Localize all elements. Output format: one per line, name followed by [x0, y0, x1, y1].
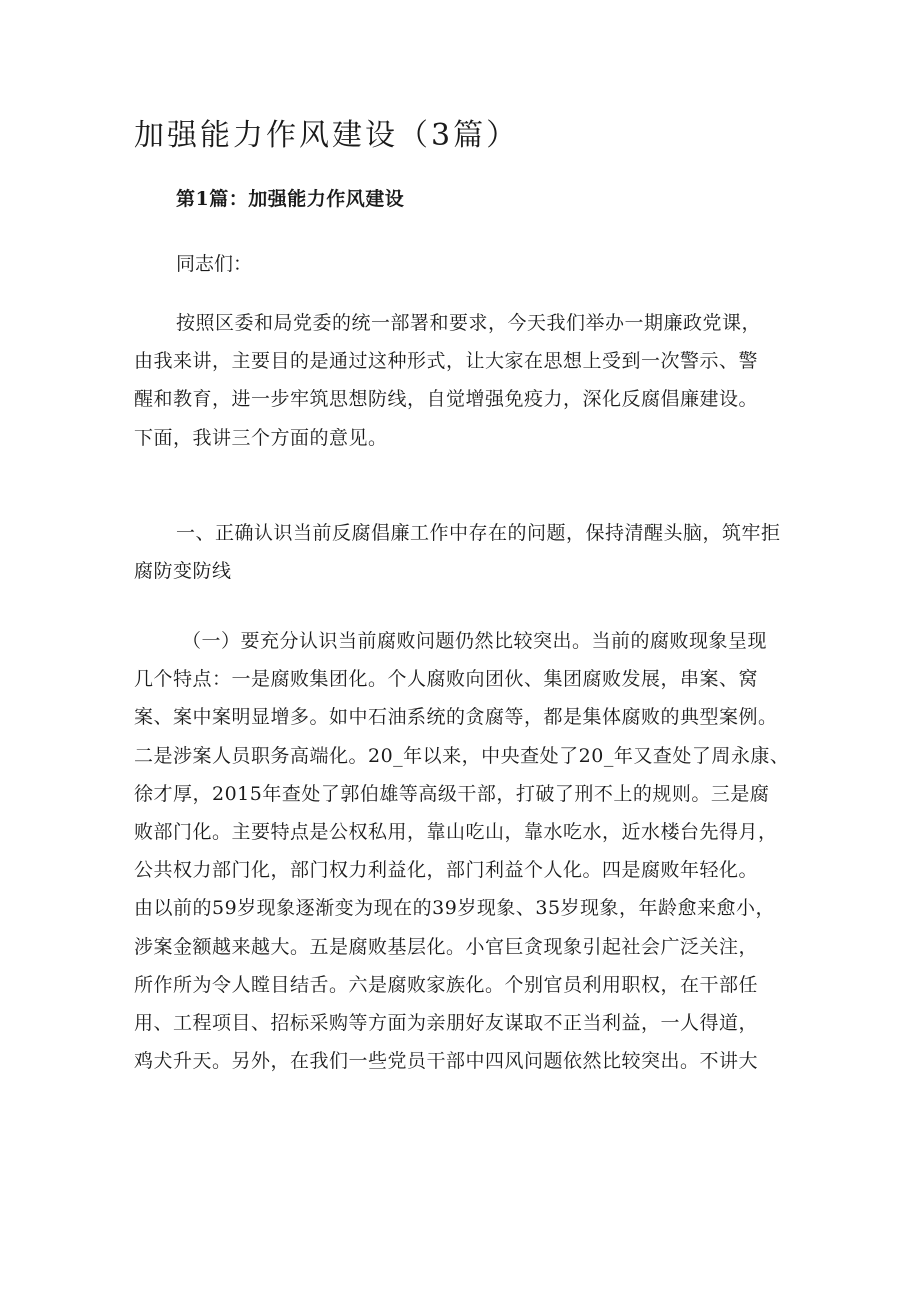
paragraph-line: （一）要充分认识当前腐败问题仍然比较突出。当前的腐败现象呈现: [182, 630, 768, 652]
paragraph-line: 案、案中案明显增多。如中石油系统的贪腐等，都是集体腐败的典型案例。: [134, 706, 778, 729]
paragraph-line: 下面，我讲三个方面的意见。: [134, 426, 388, 449]
paragraph-line: 二是涉案人员职务高端化。20_年以来，中央查处了20_年又查处了周永康、: [134, 744, 790, 767]
paragraph-intro: [134, 304, 814, 457]
paragraph-line: 所作所为令人瞠目结舌。六是腐败家族化。个别官员利用职权，在干部任: [134, 973, 759, 996]
paragraph-subsection-one: [134, 622, 814, 1080]
paragraph-section-one-heading: [134, 514, 814, 590]
document-title: 加强能力作风建设（3篇）: [134, 118, 520, 153]
paragraph-line: 腐防变防线: [134, 560, 232, 583]
paragraph-line: 鸡犬升天。另外，在我们一些党员干部中四风问题依然比较突出。不讲大: [134, 1050, 759, 1073]
salutation: 同志们：: [176, 253, 253, 275]
paragraph-line: 由我来讲，主要目的是通过这种形式，让大家在思想上受到一次警示、警: [134, 350, 759, 373]
paragraph-line: 用、工程项目、招标采购等方面为亲朋好友谋取不正当利益，一人得道，: [134, 1012, 759, 1035]
paragraph-line: 由以前的59岁现象逐渐变为现在的39岁现象、35岁现象，年龄愈来愈小，: [134, 897, 776, 920]
paragraph-line: 败部门化。主要特点是公权私用，靠山吃山，靠水吃水，近水楼台先得月，: [134, 821, 778, 844]
paragraph-line: 按照区委和局党委的统一部署和要求，今天我们举办一期廉政党课，: [176, 312, 762, 334]
paragraph-line: 一、正确认识当前反腐倡廉工作中存在的问题，保持清醒头脑，筑牢拒: [176, 522, 781, 544]
paragraph-line: 公共权力部门化，部门权力利益化，部门利益个人化。四是腐败年轻化。: [134, 859, 759, 882]
paragraph-line: 醒和教育，进一步牢筑思想防线，自觉增强免疫力，深化反腐倡廉建设。: [134, 388, 759, 411]
paragraph-line: 几个特点：一是腐败集团化。个人腐败向团伙、集团腐败发展，串案、窝: [134, 668, 759, 691]
section-heading: 第1篇：加强能力作风建设: [176, 188, 405, 210]
paragraph-line: 徐才厚，2015年查处了郭伯雄等高级干部，打破了刑不上的规则。三是腐: [134, 782, 770, 805]
paragraph-line: 涉案金额越来越大。五是腐败基层化。小官巨贪现象引起社会广泛关注，: [134, 935, 759, 958]
